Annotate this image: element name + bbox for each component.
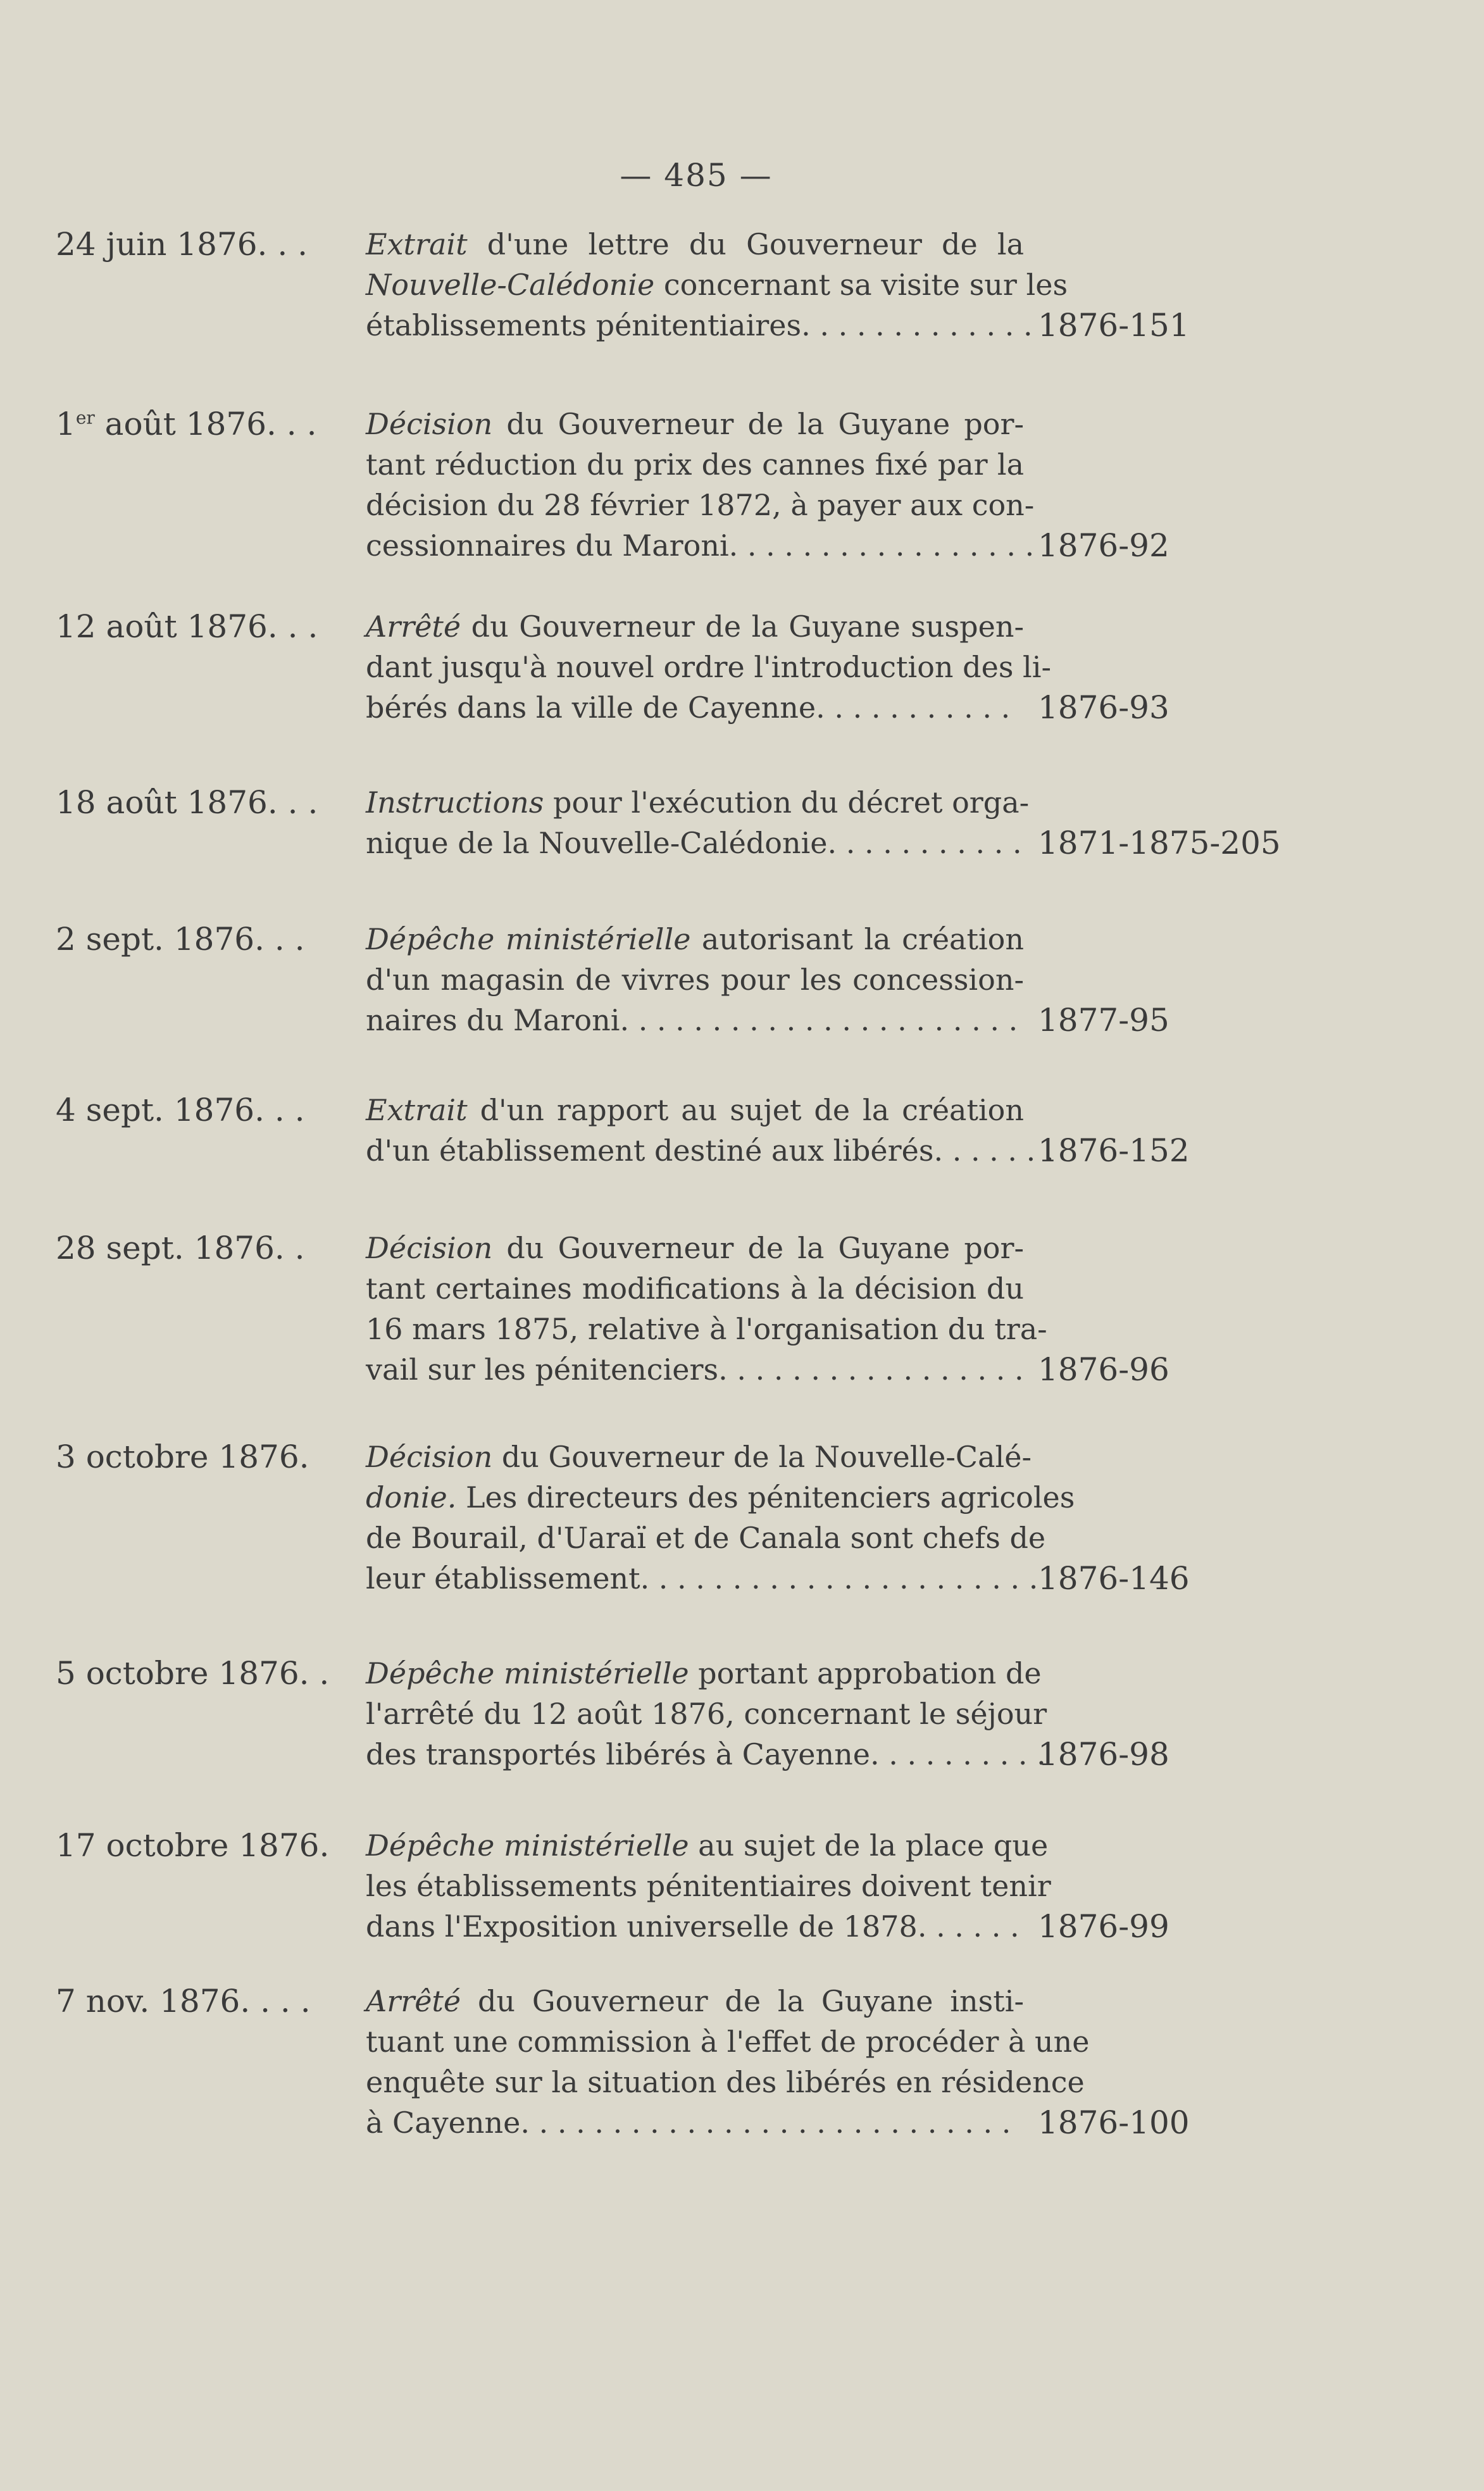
entry-line (366, 1694, 1047, 1734)
entry-text: dant jusqu'à nouvel ordre l'introduction des li- (366, 650, 1052, 684)
entry-text: d'un rapport au sujet de la création (467, 1093, 1024, 1127)
entry-line (366, 1000, 1024, 1040)
entry-text: du Gouverneur de la Guyane por- (492, 407, 1024, 441)
entry-text: autorisant la création (690, 922, 1024, 956)
entry-keyword: Dépêche ministérielle (366, 1828, 689, 1863)
entry-line (366, 1653, 1042, 1694)
entry-date-rest: août 1876. . . (94, 406, 317, 442)
entry-date (56, 404, 353, 444)
entry-reference: 1876-98 (1038, 1736, 1169, 1773)
entry-reference: 1876-152 (1038, 1132, 1190, 1169)
entry-line (366, 305, 1033, 346)
entry-keyword: Instructions (366, 785, 544, 820)
entry-line (366, 1477, 1075, 1518)
entry-text: vail sur les pénitenciers. . . . . . . . . . . . . . . . . (366, 1352, 1024, 1387)
entry-text: les établissements pénitentiaires doivent tenir (366, 1869, 1051, 1903)
entry-date: 18 août 1876. . . (56, 784, 318, 821)
entry-text: l'arrêté du 12 août 1876, concernant le séjour (366, 1697, 1047, 1731)
entry-text: leur établissement. . . . . . . . . . . . . . . . . . . . . . (366, 1561, 1038, 1595)
entry-date: 28 sept. 1876. . (56, 1230, 305, 1266)
entry-line (366, 919, 1024, 959)
entry-line (366, 1825, 1049, 1866)
entry-line (366, 404, 1024, 444)
entry-line (366, 1734, 1046, 1775)
entry-text: établissements pénitentiaires. . . . . . . . . . . . . (366, 308, 1033, 342)
entry-keyword: Décision (366, 1440, 493, 1474)
entry-date-ordinal: er (75, 407, 95, 428)
entry-keyword: donie. (366, 1480, 457, 1514)
entry-text: Les directeurs des pénitenciers agricoles (456, 1480, 1075, 1514)
entry-description (366, 1228, 1047, 1390)
entry-line (366, 1981, 1024, 2021)
entry-line (366, 606, 1024, 647)
entry-line (366, 1090, 1024, 1130)
entry-line (366, 1558, 1038, 1599)
entry-text: cessionnaires du Maroni. . . . . . . . . . . . . . . . . (366, 528, 1035, 563)
entry-reference: 1876-100 (1038, 2104, 1190, 2141)
entry-description (366, 606, 1052, 728)
entry-line (366, 1437, 1032, 1477)
entry-line (366, 1906, 1024, 1947)
entry-keyword: Extrait (366, 227, 468, 261)
entry-line (366, 1130, 1054, 1171)
entry-description (366, 1653, 1047, 1775)
entry-line (366, 224, 1024, 265)
entry-text: nique de la Nouvelle-Calédonie. . . . . . . . . . . (366, 826, 1022, 860)
entry-reference: 1876-93 (1038, 689, 1169, 726)
entry-line (366, 823, 1024, 863)
entry-keyword: Extrait (366, 1093, 468, 1127)
entry-date: 4 sept. 1876. . . (56, 1092, 305, 1128)
entry-reference: 1871-1875-205 (1038, 825, 1281, 861)
entry-date: 3 octobre 1876. (56, 1439, 309, 1475)
entry-description (366, 1437, 1075, 1599)
entry-description (366, 1090, 1054, 1171)
entry-keyword: Dépêche ministérielle (366, 1656, 689, 1690)
entry-date: 12 août 1876. . . (56, 608, 318, 645)
entry-line (366, 687, 1024, 728)
page-number: — 485 — (620, 157, 773, 194)
entry-text: du Gouverneur de la Nouvelle-Calé- (492, 1440, 1032, 1474)
entry-text: enquête sur la situation des libérés en résidence (366, 2065, 1085, 2099)
entry-reference: 1876-99 (1038, 1908, 1169, 1945)
entry-description (366, 1981, 1090, 2143)
entry-line (366, 1268, 1024, 1309)
entry-keyword: Nouvelle-Calédonie (366, 268, 655, 302)
entry-text: portant approbation de (689, 1656, 1042, 1690)
entry-reference: 1876-96 (1038, 1351, 1169, 1388)
entry-line (366, 1349, 1024, 1390)
entry-text: au sujet de la place que (689, 1828, 1049, 1863)
entry-text: tant réduction du prix des cannes fixé par la (366, 447, 1024, 482)
entry-reference: 1876-146 (1038, 1560, 1190, 1597)
entry-keyword: Dépêche ministérielle (366, 922, 691, 956)
entry-line (366, 647, 1052, 687)
entry-line (366, 265, 1068, 305)
entry-text: décision du 28 février 1872, à payer aux con- (366, 488, 1035, 522)
entry-text: du Gouverneur de la Guyane por- (492, 1231, 1024, 1265)
entry-description (366, 1825, 1051, 1947)
entry-date: 2 sept. 1876. . . (56, 921, 305, 958)
entry-line (366, 1518, 1046, 1558)
entry-text: naires du Maroni. . . . . . . . . . . . . . . . . . . . . . (366, 1003, 1018, 1037)
entry-line (366, 2021, 1090, 2062)
entry-line (366, 2102, 1024, 2143)
entry-text: de Bourail, d'Uaraï et de Canala sont chefs de (366, 1521, 1046, 1555)
entry-text: des transportés libérés à Cayenne. . . . . . . . . . (366, 1737, 1046, 1771)
entry-line (366, 959, 1024, 1000)
entry-line (366, 1309, 1047, 1349)
entry-keyword: Décision (366, 407, 493, 441)
entry-date: 5 octobre 1876. . (56, 1655, 330, 1692)
entry-text: pour l'exécution du décret orga- (544, 785, 1030, 820)
entry-text: 16 mars 1875, relative à l'organisation du tra- (366, 1312, 1047, 1346)
entry-text: bérés dans la ville de Cayenne. . . . . . . . . . . (366, 690, 1011, 725)
entry-keyword: Arrêté (366, 1984, 461, 2018)
entry-keyword: Arrêté (366, 609, 461, 644)
entry-line (366, 782, 1030, 823)
entry-date: 17 octobre 1876. (56, 1827, 330, 1864)
entry-description (366, 782, 1030, 863)
entry-reference: 1876-92 (1038, 527, 1169, 564)
entry-text: tant certaines modifications à la décision du (366, 1271, 1024, 1306)
entry-date: 24 juin 1876. . . (56, 226, 308, 263)
entry-line (366, 444, 1024, 485)
entry-line (366, 1866, 1051, 1906)
entry-text: tuant une commission à l'effet de procéder à une (366, 2025, 1090, 2059)
entry-text: dans l'Exposition universelle de 1878. . . . . . (366, 1909, 1019, 1944)
entry-text: à Cayenne. . . . . . . . . . . . . . . . . . . . . . . . . . . (366, 2106, 1011, 2140)
entry-text: d'une lettre du Gouverneur de la (467, 227, 1024, 261)
entry-description (366, 919, 1024, 1040)
entry-line (366, 1228, 1024, 1268)
entry-reference: 1876-151 (1038, 307, 1190, 344)
entry-reference: 1877-95 (1038, 1002, 1169, 1039)
entry-line (366, 525, 1035, 566)
entry-line (366, 2062, 1085, 2102)
entry-keyword: Décision (366, 1231, 493, 1265)
entry-text: du Gouverneur de la Guyane insti- (461, 1984, 1024, 2018)
entry-text: d'un établissement destiné aux libérés. . . . . . . (366, 1133, 1054, 1168)
entry-text: du Gouverneur de la Guyane suspen- (461, 609, 1024, 644)
entry-date-day: 1 (56, 406, 76, 442)
entry-text: d'un magasin de vivres pour les concession- (366, 963, 1024, 997)
entry-text: concernant sa visite sur les (654, 268, 1068, 302)
entry-description (366, 404, 1035, 566)
entry-line (366, 485, 1035, 525)
entry-date: 7 nov. 1876. . . . (56, 1983, 311, 2020)
entry-description (366, 224, 1068, 346)
